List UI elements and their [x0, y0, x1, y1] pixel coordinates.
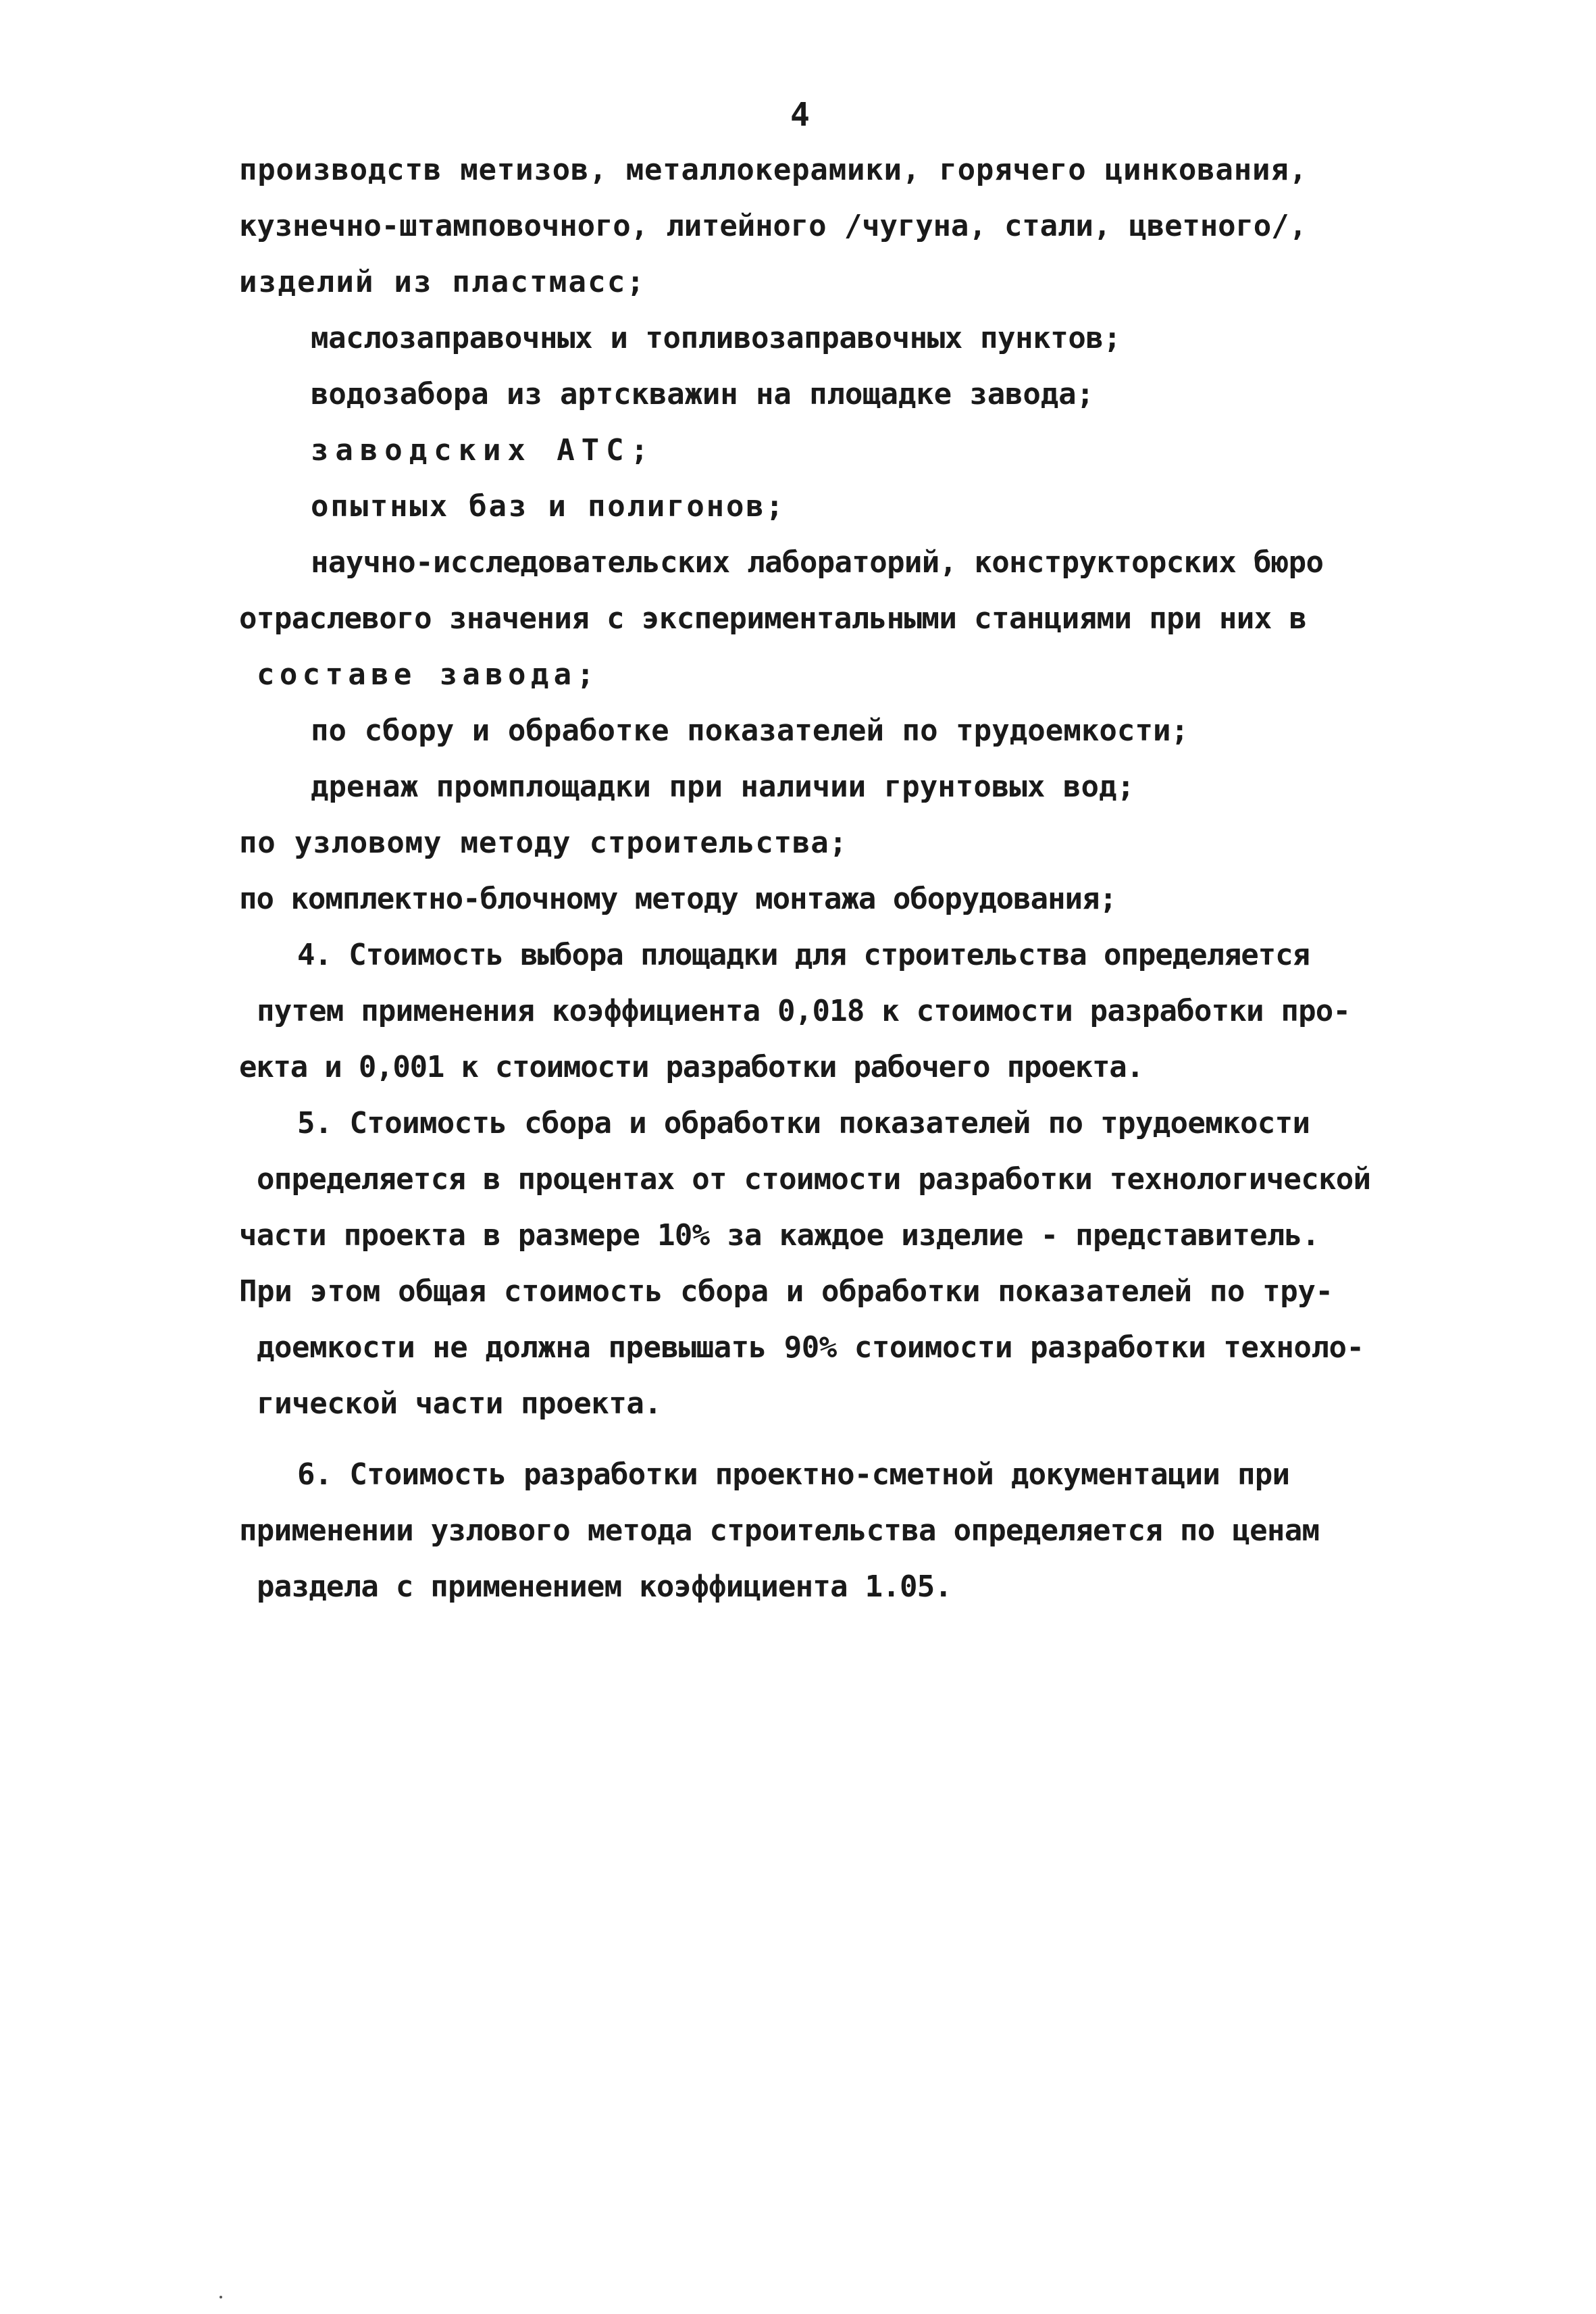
text-line: применении узлового метода строительства определяется по ценам [239, 1513, 1320, 1548]
text-line: части проекта в размере 10% за каждое изделие - представитель. [239, 1218, 1320, 1253]
page-number: 4 [790, 96, 810, 134]
text-line: водозабора из артскважин на площадке завода; [311, 377, 1094, 411]
text-line: кузнечно-штамповочного, литейного /чугуна, стали, цветного/, [239, 209, 1307, 243]
text-line: производств метизов, металлокерамики, горячего цинкования, [239, 153, 1308, 187]
text-line: заводских АТС; [311, 433, 655, 468]
text-line: составе завода; [257, 657, 600, 692]
text-line: 5. Стоимость сбора и обработки показателей по трудоемкости [297, 1106, 1310, 1140]
text-line: екта и 0,001 к стоимости разработки рабочего проекта. [239, 1050, 1143, 1084]
text-line: отраслевого значения с экспериментальными станциями при них в [239, 601, 1307, 636]
text-line: определяется в процентах от стоимости разработки технологической [257, 1162, 1371, 1197]
text-line: 6. Стоимость разработки проектно-сметной документации при [297, 1457, 1290, 1492]
text-line: гической части проекта. [257, 1386, 662, 1421]
text-line: по комплектно-блочному методу монтажа оборудования; [239, 882, 1116, 916]
text-line: опытных баз и полигонов; [311, 489, 786, 524]
text-line: доемкости не должна превышать 90% стоимости разработки техноло- [257, 1330, 1364, 1365]
text-line: по узловому методу строительства; [239, 826, 848, 860]
text-line: по сбору и обработке показателей по трудоемкости; [311, 713, 1189, 748]
text-line: 4. Стоимость выбора площадки для строительства определяется [297, 938, 1310, 972]
scan-speck [220, 2296, 222, 2298]
text-line: дренаж промплощадки при наличии грунтовых вод; [311, 770, 1135, 804]
text-line: маслозаправочных и топливозаправочных пунктов; [311, 321, 1121, 355]
text-line: При этом общая стоимость сбора и обработки показателей по тру- [239, 1274, 1333, 1309]
text-line: путем применения коэффициента 0,018 к стоимости разработки про- [257, 994, 1351, 1028]
text-line: изделий из пластмасс; [239, 265, 646, 299]
text-line: раздела с применением коэффициента 1.05. [257, 1569, 952, 1604]
text-line: научно-исследовательских лабораторий, конструкторских бюро [311, 545, 1324, 580]
